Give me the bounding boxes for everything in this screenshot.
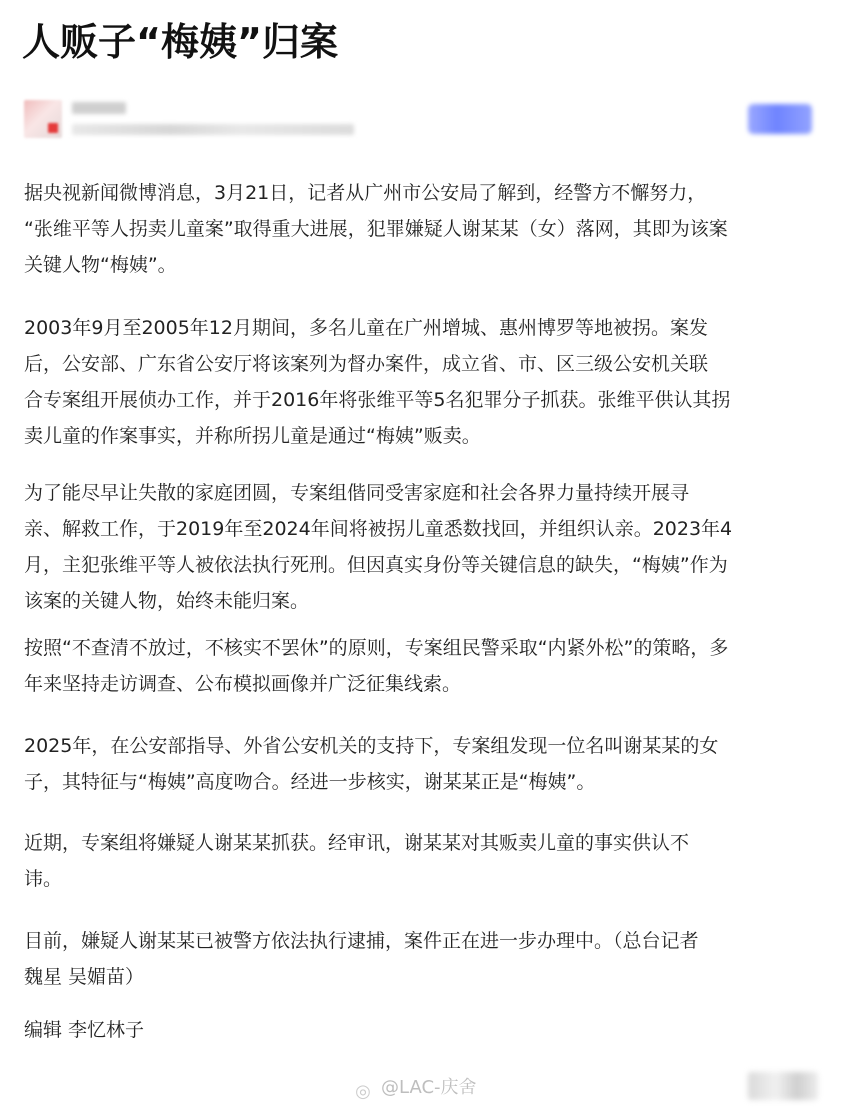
author-row [24,100,824,140]
weibo-watermark [348,1074,477,1102]
author-name-blurred[interactable] [72,102,126,114]
article-paragraph-3: 为了能尽早让失散的家庭团圆，专案组偕同受害家庭和社会各界力量持续开展寻 亲、解救工作，于2019年至2024年间将被拐儿童悉数找回，并组织认亲。2023年4 月，主犯张维平等人被依法执行死刑。但因真实身份等关键信息的缺失，“梅姨”作为 该案的关键人物，始终未能归案。 [24,482,733,612]
weibo-icon: ◎ [355,1081,371,1102]
article-paragraph-5: 2025年，在公安部指导、外省公安机关的支持下，专案组发现一位名叫谢某某的女 子，其特征与“梅姨”高度吻合。经进一步核实，谢某某正是“梅姨”。 [24,735,719,793]
article-paragraph-7: 目前，嫌疑人谢某某已被警方依法执行逮捕，案件正在进一步办理中。（总台记者 魏星 吴媚苗） [24,930,699,988]
article-paragraph-6: 近期，专案组将嫌疑人谢某某抓获。经审讯，谢某某对其贩卖儿童的事实供认不 讳。 [24,832,690,890]
article-paragraph-1: 据央视新闻微博消息，3月21日，记者从广州市公安局了解到，经警方不懈努力， “张维平等人拐卖儿童案”取得重大进展，犯罪嫌疑人谢某某（女）落网，其即为该案 关键人物“梅姨”。 [24,182,728,276]
author-avatar[interactable] [24,100,62,138]
article-paragraph-4: 按照“不查清不放过，不核实不罢休”的原则，专案组民警采取“内紧外松”的策略，多 年来坚持走访调查、公布模拟画像并广泛征集线索。 [24,637,729,695]
footer-blurred-element [748,1072,818,1100]
author-meta-blurred [72,124,354,135]
article-title: 人贩子“梅姨”归案 [22,20,338,64]
avatar-accent [48,123,58,133]
article-paragraph-2: 2003年9月至2005年12月期间，多名儿童在广州增城、惠州博罗等地被拐。案发 后，公安部、广东省公安厅将该案列为督办案件，成立省、市、区三级公安机关联 合专案组开展侦办工作，并于2016年将张维平等5名犯罪分子抓获。张维平供认其拐 卖儿童的作案事实，并称所拐儿童是通过“梅姨”贩卖。 [24,317,731,447]
editor-credit: 编辑 李忆林子 [24,1019,145,1041]
follow-button-blurred[interactable] [748,104,812,134]
watermark-text: @LAC-庆舍 [381,1077,477,1098]
